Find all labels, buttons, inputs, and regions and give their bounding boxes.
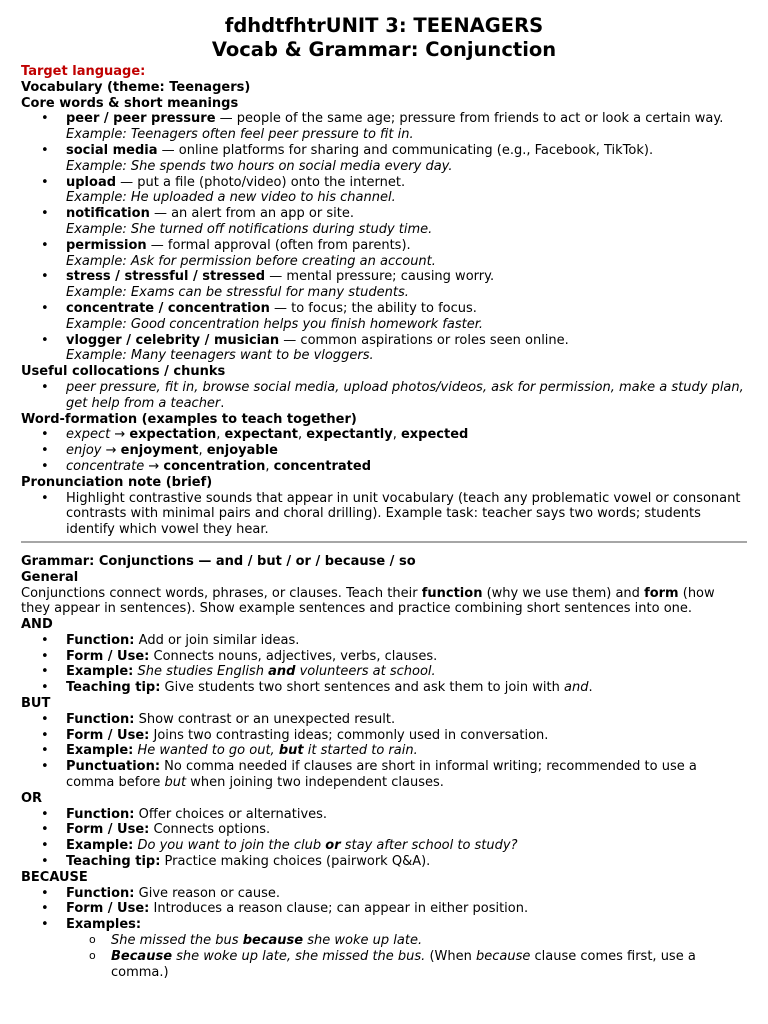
vocab-term: upload (66, 174, 117, 190)
because-heading: BECAUSE (21, 869, 88, 885)
vocab-example: Example: She turned off notifications during study time. (66, 221, 433, 237)
list-item: • Example: He wanted to go out, but it started to rain. (21, 743, 747, 759)
vocab-meaning: — an alert from an app or site. (149, 206, 354, 222)
vocab-item (21, 269, 747, 301)
list-item: • Form / Use: Connects nouns, adjectives, verbs, clauses. (21, 649, 747, 665)
and-heading: AND (21, 617, 53, 633)
vocab-item (21, 301, 747, 333)
vocab-example: Example: Good concentration helps you finish homework faster. (66, 316, 484, 332)
general-heading: General (21, 569, 79, 585)
list-item: • Form / Use: Joins two contrasting ideas; commonly used in conversation. (21, 728, 747, 744)
list-item: • Function: Give reason or cause. (21, 886, 747, 902)
vocab-meaning: — online platforms for sharing and communicating (e.g., Facebook, TikTok). (157, 142, 654, 158)
section-divider (21, 541, 747, 543)
vocab-example: Example: He uploaded a new video to his channel. (66, 190, 396, 206)
or-heading: OR (21, 790, 43, 806)
because-examples-list (21, 933, 747, 980)
vocab-meaning: — put a file (photo/video) onto the internet. (116, 174, 406, 190)
vocab-list (21, 111, 747, 364)
vocab-item (21, 333, 747, 365)
list-item: • Form / Use: Connects options. (21, 822, 747, 838)
list-item: • peer pressure, fit in, browse social media, upload photos/videos, ask for permission, make a study plan, get help from a teacher. (21, 380, 747, 412)
vocab-item (21, 111, 747, 143)
vocab-example: Example: Exams can be stressful for many students. (66, 285, 409, 301)
collocations-list (21, 380, 747, 412)
vocab-example: Example: Many teenagers want to be vloggers. (66, 348, 374, 364)
grammar-heading: Grammar: Conjunctions — and / but / or / because / so (21, 553, 416, 569)
list-item: • Punctuation: No comma needed if clauses are short in informal writing; recommended to use a comma before but when joining two independent clauses. (21, 759, 747, 791)
vocab-term: notification (66, 206, 150, 222)
list-item: • expect → expectation, expectant, expectantly, expected (21, 427, 747, 443)
vocab-term: permission (66, 237, 147, 253)
vocab-example: Example: Ask for permission before creating an account. (66, 253, 436, 269)
list-item: • Form / Use: Introduces a reason clause; can appear in either position. (21, 901, 747, 917)
document-page (21, 14, 747, 980)
word-formation-list (21, 427, 747, 474)
vocab-theme-heading: Vocabulary (theme: Teenagers) (21, 79, 251, 95)
vocab-item (21, 238, 747, 270)
target-language-label: Target language: (21, 64, 146, 79)
vocab-meaning: — mental pressure; causing worry. (265, 269, 495, 285)
list-item: • Teaching tip: Give students two short sentences and ask them to join with and. (21, 680, 747, 696)
list-item: • Function: Add or join similar ideas. (21, 633, 747, 649)
collocations-heading: Useful collocations / chunks (21, 364, 226, 380)
but-list (21, 712, 747, 791)
list-item: o Because she woke up late, she missed the bus. (When because clause comes first, use a comma.) (21, 949, 747, 981)
vocab-term: concentrate / concentration (66, 300, 270, 316)
vocab-term: peer / peer pressure (66, 111, 216, 127)
general-paragraph: Conjunctions connect words, phrases, or clauses. Teach their function (why we use them) and form (how they appear in sentences). Show example sentences and practice combining short sentences into one. (21, 585, 715, 617)
list-item: • Example: She studies English and volunteers at school. (21, 664, 747, 680)
vocab-term: vlogger / celebrity / musician (66, 332, 280, 348)
because-list (21, 886, 747, 933)
list-item: • Example: Do you want to join the club or stay after school to study? (21, 838, 747, 854)
document-title-line1: fdhdtfhtrUNIT 3: TEENAGERS (224, 14, 544, 37)
vocab-term: stress / stressful / stressed (66, 269, 266, 285)
vocab-item (21, 175, 747, 207)
pronunciation-heading: Pronunciation note (brief) (21, 474, 213, 490)
list-item: • Teaching tip: Practice making choices (pairwork Q&A). (21, 854, 747, 870)
list-item: • Highlight contrastive sounds that appear in unit vocabulary (teach any problematic vowel or consonant contrasts with minimal pairs and choral drilling). Example task: teacher says two words; students identify which vowel they hear. (21, 491, 747, 538)
collocations-text: peer pressure, fit in, browse social media, upload photos/videos, ask for permission, make a study plan, get help from a teacher (66, 379, 744, 411)
vocab-meaning: — people of the same age; pressure from friends to act or look a certain way. (215, 111, 724, 127)
list-item: o She missed the bus because she woke up late. (21, 933, 747, 949)
list-item: • enjoy → enjoyment, enjoyable (21, 443, 747, 459)
document-title-line2: Vocab & Grammar: Conjunction (211, 38, 557, 61)
list-item: • concentrate → concentration, concentrated (21, 459, 747, 475)
core-words-heading: Core words & short meanings (21, 95, 239, 111)
word-formation-heading: Word-formation (examples to teach together) (21, 411, 357, 427)
but-heading: BUT (21, 696, 51, 712)
vocab-example: Example: She spends two hours on social media every day. (66, 158, 453, 174)
vocab-meaning: — formal approval (often from parents). (146, 237, 411, 253)
vocab-example: Example: Teenagers often feel peer pressure to fit in. (66, 127, 414, 143)
or-list (21, 807, 747, 870)
vocab-item (21, 143, 747, 175)
vocab-meaning: — to focus; the ability to focus. (269, 300, 477, 316)
and-list (21, 633, 747, 696)
pronunciation-list (21, 491, 747, 538)
list-item: • Function: Show contrast or an unexpected result. (21, 712, 747, 728)
list-item: • Examples: (21, 917, 747, 933)
list-item: • Function: Offer choices or alternatives. (21, 807, 747, 823)
vocab-item (21, 206, 747, 238)
vocab-meaning: — common aspirations or roles seen online. (279, 332, 569, 348)
vocab-term: social media (66, 142, 158, 158)
